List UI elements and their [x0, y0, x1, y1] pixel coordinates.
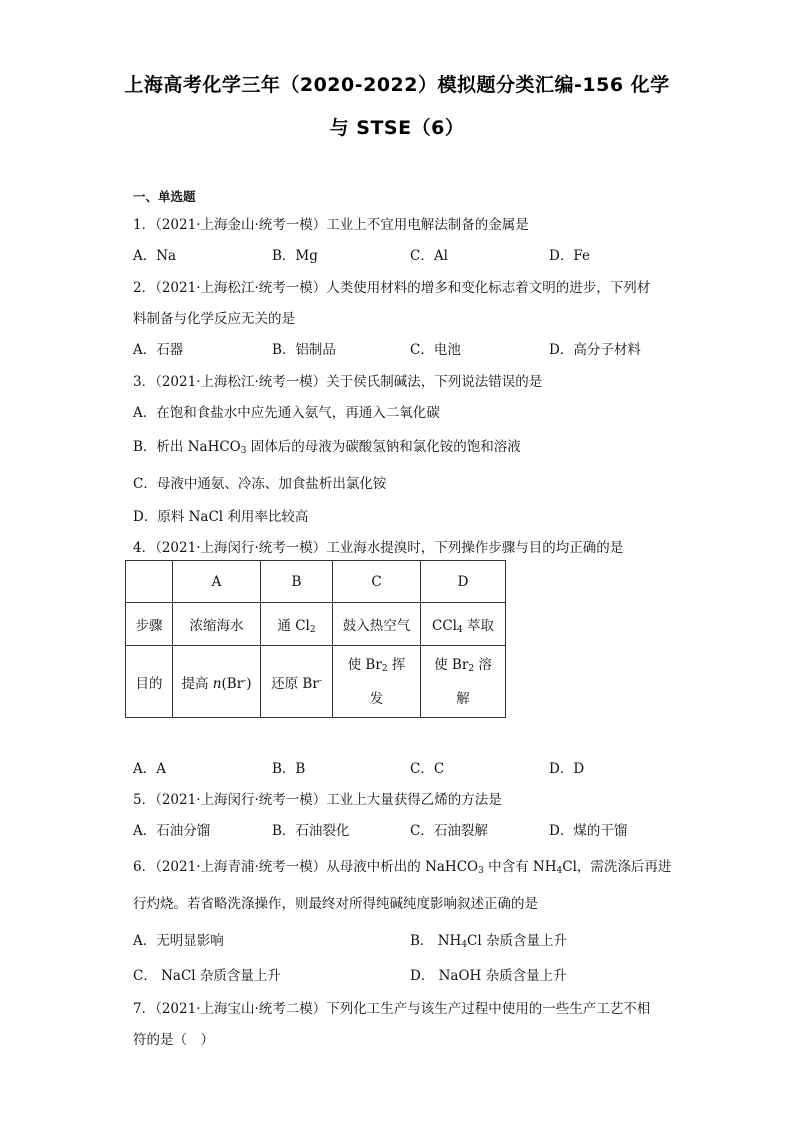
- table-cell-step-c: 鼓入热空气: [333, 603, 421, 646]
- table-row-label-step: 步骤: [126, 603, 173, 646]
- section-heading: 一、单选题: [133, 189, 196, 204]
- question-6-stem-line2: 行灼烧。若省略洗涤操作，则最终对所得纯碱纯度影响叙述正确的是: [133, 896, 538, 912]
- question-4-option-b: B．B: [272, 761, 306, 777]
- question-7-stem-line2: 符的是（ ）: [133, 1032, 214, 1048]
- table-header-a: A: [173, 561, 261, 603]
- table-cell-purpose-c: 使 $Br_2$ 挥 发: [333, 646, 421, 718]
- question-5-option-c: C．石油裂解: [410, 823, 488, 839]
- table-row-step: [126, 603, 506, 646]
- question-4-option-a: A．A: [133, 761, 166, 777]
- table-cell-purpose-a: 提高 n(Br-): [173, 646, 261, 718]
- question-5-stem: 5．（2021·上海闵行·统考一模）工业上大量获得乙烯的方法是: [133, 792, 502, 808]
- question-4-option-d: D．D: [549, 761, 585, 777]
- table-header-d: D: [421, 561, 506, 603]
- question-1-option-b: B．Mg: [272, 248, 318, 264]
- question-4-table: [125, 560, 506, 718]
- question-6-option-a: A．无明显影响: [133, 933, 224, 949]
- document-title-line1: 上海高考化学三年（2020-2022）模拟题分类汇编-156 化学: [124, 74, 670, 96]
- question-5-option-a: A．石油分馏: [133, 823, 211, 839]
- table-cell-purpose-b: 还原 Br-: [261, 646, 333, 718]
- question-1-stem: 1．（2021·上海金山·统考一模）工业上不宜用电解法制备的金属是: [133, 217, 529, 233]
- question-2-option-a: A．石器: [133, 342, 184, 358]
- question-5-option-b: B．石油裂化: [272, 823, 350, 839]
- question-5-option-d: D．煤的干馏: [549, 823, 628, 839]
- table-cell-purpose-d: 使 $Br_2$ 溶 解: [421, 646, 506, 718]
- question-4-stem: 4．（2021·上海闵行·统考一模）工业海水提溴时，下列操作步骤与目的均正确的是: [133, 540, 624, 556]
- question-2-option-c: C．电池: [410, 342, 461, 358]
- question-1-option-c: C．Al: [410, 248, 448, 264]
- question-3-option-a: A．在饱和食盐水中应先通入氨气，再通入二氧化碳: [133, 405, 440, 421]
- question-3-stem: 3．（2021·上海松江·统考一模）关于侯氏制碱法，下列说法错误的是: [133, 374, 543, 390]
- table-cell-step-b: 通 $Cl_2$: [261, 603, 333, 646]
- question-4-option-c: C．C: [410, 761, 445, 777]
- question-3-option-b: B．析出 NaHCO$_3$ 固体后的母液为碳酸氢钠和氯化铵的饱和溶液: [133, 439, 521, 456]
- question-2-option-b: B．铝制品: [272, 342, 336, 358]
- question-6-option-b: B． $NH_4Cl$ 杂质含量上升: [410, 933, 567, 950]
- question-7-stem-line1: 7．（2021·上海宝山·统考二模）下列化工生产与该生产过程中使用的一些生产工艺不相: [133, 1001, 651, 1017]
- question-2-option-d: D．高分子材料: [549, 342, 641, 358]
- question-6-option-d: D． NaOH 杂质含量上升: [410, 968, 567, 984]
- question-6-option-c: C． NaCl 杂质含量上升: [133, 968, 281, 984]
- question-2-stem-line2: 料制备与化学反应无关的是: [133, 311, 295, 327]
- table-row-purpose: [126, 646, 506, 718]
- table-corner-cell: [126, 561, 173, 603]
- table-header-row: [126, 561, 506, 603]
- question-3-option-c: C．母液中通氨、冷冻、加食盐析出氯化铵: [133, 476, 387, 492]
- table-cell-step-a: 浓缩海水: [173, 603, 261, 646]
- question-3-option-d: D．原料 NaCl 利用率比较高: [133, 509, 309, 525]
- question-2-stem-line1: 2．（2021·上海松江·统考一模）人类使用材料的增多和变化标志着文明的进步，下列材: [133, 280, 651, 296]
- table-row-label-purpose: 目的: [126, 646, 173, 718]
- document-title-line2: 与 STSE（6）: [329, 117, 465, 139]
- question-1-option-d: D．Fe: [549, 248, 590, 264]
- question-6-stem-line1: 6．（2021·上海青浦·统考一模）从母液中析出的 NaHCO$_3$ 中含有 $NH_4Cl$，需洗涤后再进: [133, 859, 672, 876]
- table-header-c: C: [333, 561, 421, 603]
- question-1-option-a: A．Na: [133, 248, 177, 264]
- table-cell-step-d: CCl$_4$ 萃取: [421, 603, 506, 646]
- table-header-b: B: [261, 561, 333, 603]
